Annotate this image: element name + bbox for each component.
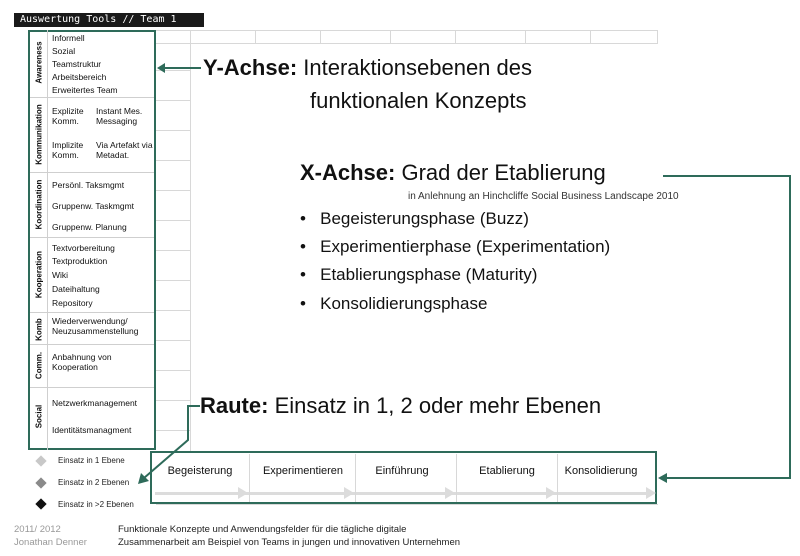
y-item: Implizite Komm. — [52, 140, 84, 160]
y-item: Textvorbereitung — [52, 243, 115, 253]
y-axis-text-2: funktionalen Konzepts — [310, 88, 527, 113]
y-item: Dateihaltung — [52, 284, 100, 294]
phase-label: Experimentieren — [262, 465, 344, 477]
bullet-item: • Begeisterungsphase (Buzz) — [300, 209, 529, 228]
phase-label: Konsolidierung — [564, 465, 638, 477]
x-axis-text: Grad der Etablierung — [401, 160, 606, 185]
x-axis-chevron-icons — [238, 487, 658, 499]
diamond-icon-medium — [35, 477, 46, 488]
label-column-divider — [47, 30, 48, 97]
y-item: Anbahnung von Kooperation — [52, 352, 112, 372]
legend-label: Einsatz in 2 Ebenen — [58, 478, 130, 487]
title-bar: Auswertung Tools // Team 1 — [14, 13, 204, 27]
x-axis-title: X-Achse: — [300, 160, 396, 185]
y-item: Persönl. Taksmgmt — [52, 180, 125, 190]
label-column-divider — [47, 97, 48, 450]
bullet-item: • Experimentierphase (Experimentation) — [300, 237, 611, 256]
y-item: Via Artefakt via Metadat. — [96, 140, 153, 160]
legend-label: Einsatz in 1 Ebene — [58, 456, 125, 465]
y-item: Gruppenw. Planung — [52, 222, 127, 232]
section-divider — [30, 172, 154, 173]
y-item: Erweitertes Team — [52, 85, 118, 95]
section-divider — [30, 312, 154, 313]
section-label-kommunikation: Kommunikation — [34, 104, 44, 165]
section-label-komb: Komb — [34, 318, 44, 341]
section-label-koordination: Koordination — [34, 179, 44, 230]
y-item: Informell — [52, 33, 85, 43]
phase-label: Begeisterung — [167, 465, 233, 477]
x-connector-line — [655, 168, 800, 488]
y-item: Netzwerkmanagement — [52, 398, 138, 408]
raute-text: Einsatz in 1, 2 oder mehr Ebenen — [274, 393, 602, 418]
legend-label: Einsatz in >2 Ebenen — [58, 500, 134, 509]
x-axis-subtitle: in Anlehnung an Hinchcliffe Social Business Landscape 2010 — [408, 191, 679, 202]
footer-line-2: Zusammenarbeit am Beispiel von Teams in jungen und innovativen Unternehmen — [118, 537, 461, 548]
y-item: Explizite Komm. — [52, 106, 84, 126]
phase-label: Einführung — [375, 465, 429, 477]
phase-label: Etablierung — [479, 465, 535, 477]
y-item: Instant Mes. Messaging — [96, 106, 143, 126]
y-item: Arbeitsbereich — [52, 72, 107, 82]
section-label-awareness: Awareness — [34, 41, 44, 84]
y-item: Gruppenw. Taskmgmt — [52, 201, 135, 211]
y-arrow-icon — [155, 60, 205, 76]
footer-line-1: Funktionale Konzepte und Anwendungsfelder für die tägliche digitale — [118, 524, 407, 535]
y-item: Wiederverwendung/ Neuzusammenstellung — [52, 316, 139, 336]
section-label-comm: Comm. — [34, 351, 44, 380]
y-axis-title: Y-Achse: — [203, 55, 298, 80]
footer-year: 2011/ 2012 — [14, 524, 61, 535]
section-divider — [30, 344, 154, 345]
section-label-social: Social — [34, 404, 44, 429]
raute-annotation — [200, 393, 601, 419]
section-label-kooperation: Kooperation — [34, 250, 44, 299]
y-item: Sozial — [52, 46, 76, 56]
footer-author: Jonathan Denner — [14, 537, 87, 548]
diamond-icon-light — [35, 455, 46, 466]
y-item: Identitätsmanagment — [52, 425, 132, 435]
section-divider — [30, 97, 154, 98]
x-axis-annotation — [300, 160, 606, 186]
y-axis-annotation — [203, 55, 532, 81]
bullet-item: • Etablierungsphase (Maturity) — [300, 265, 538, 284]
y-item: Repository — [52, 298, 93, 308]
section-divider — [30, 237, 154, 238]
y-item: Teamstruktur — [52, 59, 102, 69]
bullet-item: • Konsolidierungsphase — [300, 294, 488, 313]
y-item: Wiki — [52, 270, 69, 280]
section-divider — [30, 387, 154, 388]
y-axis-text: Interaktionsebenen des — [303, 55, 533, 80]
diamond-icon-dark — [35, 498, 46, 509]
raute-title: Raute: — [200, 393, 269, 418]
y-item: Textproduktion — [52, 256, 108, 266]
